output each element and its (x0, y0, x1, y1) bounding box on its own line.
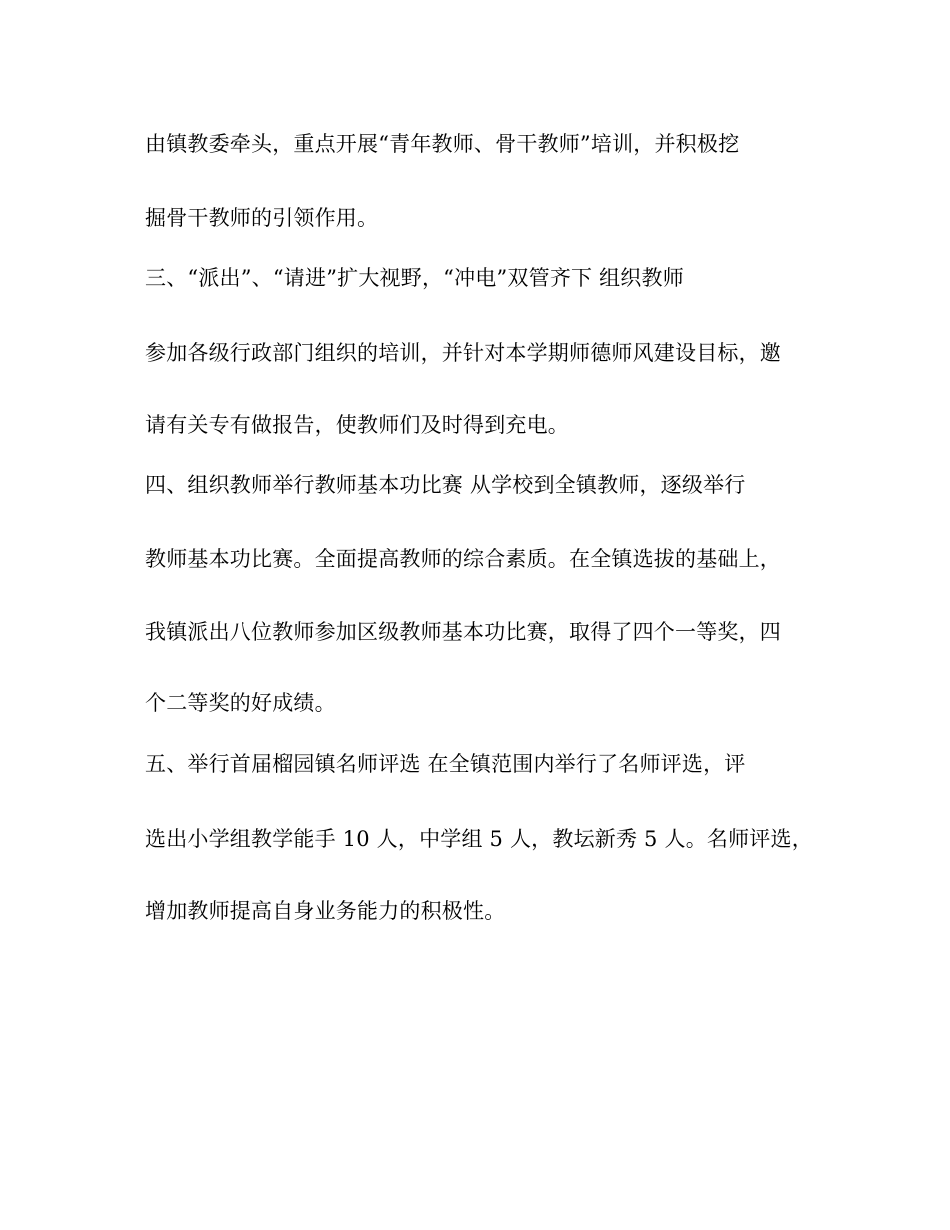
text-line: 教师基本功比赛。全面提高教师的综合素质。在全镇选拔的基础上， (145, 547, 781, 571)
text-line: 增加教师提高自身业务能力的积极性。 (145, 899, 506, 923)
text-line: 掘骨干教师的引领作用。 (145, 206, 379, 230)
text-line: 参加各级行政部门组织的培训，并针对本学期师德师风建设目标，邀 (145, 341, 781, 365)
text-line: 请有关专有做报告，使教师们及时得到充电。 (145, 413, 569, 437)
text-line: 由镇教委牵头，重点开展“青年教师、骨干教师”培训，并积极挖 (145, 132, 740, 156)
text-line: 选出小学组教学能手 10 人，中学组 5 人，教坛新秀 5 人。名师评选， (145, 827, 813, 851)
text-line: 五、举行首届榴园镇名师评选 在全镇范围内举行了名师评选，评 (145, 752, 746, 776)
text-line: 四、组织教师举行教师基本功比赛 从学校到全镇教师，逐级举行 (145, 473, 746, 497)
text-line: 我镇派出八位教师参加区级教师基本功比赛，取得了四个一等奖，四 (145, 620, 781, 644)
text-line: 三、“派出”、“请进”扩大视野，“冲电”双管齐下 组织教师 (145, 266, 684, 290)
text-line: 个二等奖的好成绩。 (145, 691, 336, 715)
